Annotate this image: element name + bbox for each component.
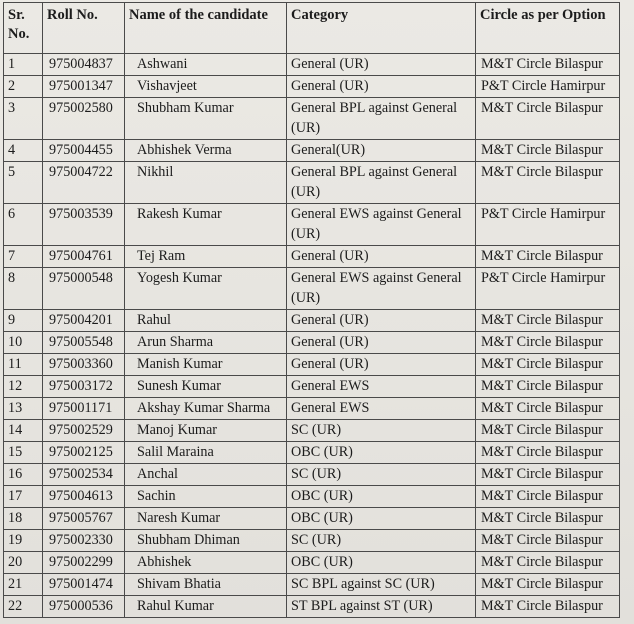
cell-roll-no: 975002529 [43, 420, 125, 442]
cell-roll-no: 975003539 [43, 204, 125, 246]
cell-circle: M&T Circle Bilaspur [476, 98, 620, 140]
cell-roll-no: 975005548 [43, 332, 125, 354]
cell-circle: P&T Circle Hamirpur [476, 204, 620, 246]
cell-circle: P&T Circle Hamirpur [476, 268, 620, 310]
cell-roll-no: 975002580 [43, 98, 125, 140]
cell-sr-no: 10 [4, 332, 43, 354]
table-row [4, 376, 620, 398]
cell-sr-no: 6 [4, 204, 43, 246]
cell-candidate-name: Rahul [125, 310, 287, 332]
cell-roll-no: 975005767 [43, 508, 125, 530]
cell-category: SC (UR) [287, 464, 476, 486]
cell-category: General (UR) [287, 246, 476, 268]
cell-sr-no: 8 [4, 268, 43, 310]
cell-category: General (UR) [287, 76, 476, 98]
cell-sr-no: 4 [4, 140, 43, 162]
cell-candidate-name: Shubham Dhiman [125, 530, 287, 552]
cell-category: General EWS against General (UR) [287, 268, 476, 310]
cell-category: General BPL against General (UR) [287, 162, 476, 204]
cell-candidate-name: Manoj Kumar [125, 420, 287, 442]
cell-sr-no: 19 [4, 530, 43, 552]
cell-category: OBC (UR) [287, 552, 476, 574]
cell-sr-no: 1 [4, 54, 43, 76]
cell-circle: M&T Circle Bilaspur [476, 596, 620, 618]
table-body [4, 54, 620, 618]
cell-circle: M&T Circle Bilaspur [476, 140, 620, 162]
cell-category: SC BPL against SC (UR) [287, 574, 476, 596]
cell-sr-no: 11 [4, 354, 43, 376]
cell-candidate-name: Tej Ram [125, 246, 287, 268]
table-row [4, 552, 620, 574]
cell-circle: M&T Circle Bilaspur [476, 354, 620, 376]
table-row [4, 162, 620, 204]
cell-candidate-name: Abhishek Verma [125, 140, 287, 162]
table-row [4, 464, 620, 486]
cell-category: SC (UR) [287, 530, 476, 552]
cell-circle: M&T Circle Bilaspur [476, 246, 620, 268]
cell-candidate-name: Rahul Kumar [125, 596, 287, 618]
cell-circle: M&T Circle Bilaspur [476, 508, 620, 530]
header-candidate-name: Name of the candidate [125, 3, 287, 54]
cell-roll-no: 975001171 [43, 398, 125, 420]
cell-roll-no: 975002534 [43, 464, 125, 486]
candidate-table [3, 2, 620, 618]
cell-sr-no: 15 [4, 442, 43, 464]
cell-candidate-name: Manish Kumar [125, 354, 287, 376]
cell-category: OBC (UR) [287, 508, 476, 530]
cell-candidate-name: Yogesh Kumar [125, 268, 287, 310]
cell-sr-no: 2 [4, 76, 43, 98]
cell-category: General EWS [287, 376, 476, 398]
cell-sr-no: 21 [4, 574, 43, 596]
cell-candidate-name: Vishavjeet [125, 76, 287, 98]
cell-circle: P&T Circle Hamirpur [476, 76, 620, 98]
cell-candidate-name: Naresh Kumar [125, 508, 287, 530]
cell-circle: M&T Circle Bilaspur [476, 574, 620, 596]
cell-circle: M&T Circle Bilaspur [476, 310, 620, 332]
cell-category: OBC (UR) [287, 486, 476, 508]
cell-roll-no: 975004837 [43, 54, 125, 76]
table-row [4, 332, 620, 354]
table-row [4, 354, 620, 376]
header-row [4, 3, 620, 54]
cell-circle: M&T Circle Bilaspur [476, 442, 620, 464]
table-row [4, 420, 620, 442]
cell-sr-no: 22 [4, 596, 43, 618]
table-row [4, 442, 620, 464]
cell-sr-no: 9 [4, 310, 43, 332]
table-row [4, 98, 620, 140]
cell-category: General EWS [287, 398, 476, 420]
cell-circle: M&T Circle Bilaspur [476, 332, 620, 354]
table-row [4, 76, 620, 98]
table-row [4, 204, 620, 246]
cell-candidate-name: Nikhil [125, 162, 287, 204]
cell-sr-no: 7 [4, 246, 43, 268]
header-circle: Circle as per Option [476, 3, 620, 54]
cell-category: General (UR) [287, 354, 476, 376]
cell-circle: M&T Circle Bilaspur [476, 552, 620, 574]
cell-roll-no: 975002299 [43, 552, 125, 574]
table-row [4, 530, 620, 552]
cell-sr-no: 14 [4, 420, 43, 442]
table-row [4, 310, 620, 332]
cell-candidate-name: Abhishek [125, 552, 287, 574]
cell-roll-no: 975003172 [43, 376, 125, 398]
cell-candidate-name: Shubham Kumar [125, 98, 287, 140]
cell-category: General EWS against General (UR) [287, 204, 476, 246]
cell-category: General (UR) [287, 54, 476, 76]
cell-sr-no: 18 [4, 508, 43, 530]
cell-candidate-name: Sunesh Kumar [125, 376, 287, 398]
cell-circle: M&T Circle Bilaspur [476, 420, 620, 442]
cell-roll-no: 975004722 [43, 162, 125, 204]
header-sr-no: Sr. No. [4, 3, 43, 54]
cell-candidate-name: Akshay Kumar Sharma [125, 398, 287, 420]
cell-roll-no: 975000548 [43, 268, 125, 310]
cell-roll-no: 975004201 [43, 310, 125, 332]
cell-roll-no: 975002125 [43, 442, 125, 464]
cell-roll-no: 975001474 [43, 574, 125, 596]
cell-candidate-name: Shivam Bhatia [125, 574, 287, 596]
cell-roll-no: 975004761 [43, 246, 125, 268]
cell-roll-no: 975001347 [43, 76, 125, 98]
cell-circle: M&T Circle Bilaspur [476, 398, 620, 420]
table-row [4, 596, 620, 618]
table-row [4, 508, 620, 530]
cell-sr-no: 20 [4, 552, 43, 574]
cell-candidate-name: Sachin [125, 486, 287, 508]
cell-roll-no: 975004613 [43, 486, 125, 508]
cell-circle: M&T Circle Bilaspur [476, 162, 620, 204]
table-row [4, 246, 620, 268]
cell-candidate-name: Ashwani [125, 54, 287, 76]
cell-category: General(UR) [287, 140, 476, 162]
cell-category: General BPL against General (UR) [287, 98, 476, 140]
header-category: Category [287, 3, 476, 54]
cell-circle: M&T Circle Bilaspur [476, 54, 620, 76]
cell-sr-no: 5 [4, 162, 43, 204]
cell-sr-no: 3 [4, 98, 43, 140]
cell-sr-no: 13 [4, 398, 43, 420]
cell-category: SC (UR) [287, 420, 476, 442]
table-row [4, 574, 620, 596]
cell-candidate-name: Salil Maraina [125, 442, 287, 464]
cell-candidate-name: Rakesh Kumar [125, 204, 287, 246]
table-row [4, 54, 620, 76]
cell-roll-no: 975003360 [43, 354, 125, 376]
cell-category: ST BPL against ST (UR) [287, 596, 476, 618]
cell-sr-no: 17 [4, 486, 43, 508]
cell-roll-no: 975004455 [43, 140, 125, 162]
cell-roll-no: 975002330 [43, 530, 125, 552]
cell-category: General (UR) [287, 332, 476, 354]
cell-category: General (UR) [287, 310, 476, 332]
table-row [4, 140, 620, 162]
cell-sr-no: 12 [4, 376, 43, 398]
header-roll-no: Roll No. [43, 3, 125, 54]
cell-circle: M&T Circle Bilaspur [476, 464, 620, 486]
cell-roll-no: 975000536 [43, 596, 125, 618]
cell-circle: M&T Circle Bilaspur [476, 376, 620, 398]
table-row [4, 268, 620, 310]
cell-candidate-name: Anchal [125, 464, 287, 486]
cell-candidate-name: Arun Sharma [125, 332, 287, 354]
table-row [4, 486, 620, 508]
cell-category: OBC (UR) [287, 442, 476, 464]
cell-sr-no: 16 [4, 464, 43, 486]
table-row [4, 398, 620, 420]
cell-circle: M&T Circle Bilaspur [476, 486, 620, 508]
cell-circle: M&T Circle Bilaspur [476, 530, 620, 552]
